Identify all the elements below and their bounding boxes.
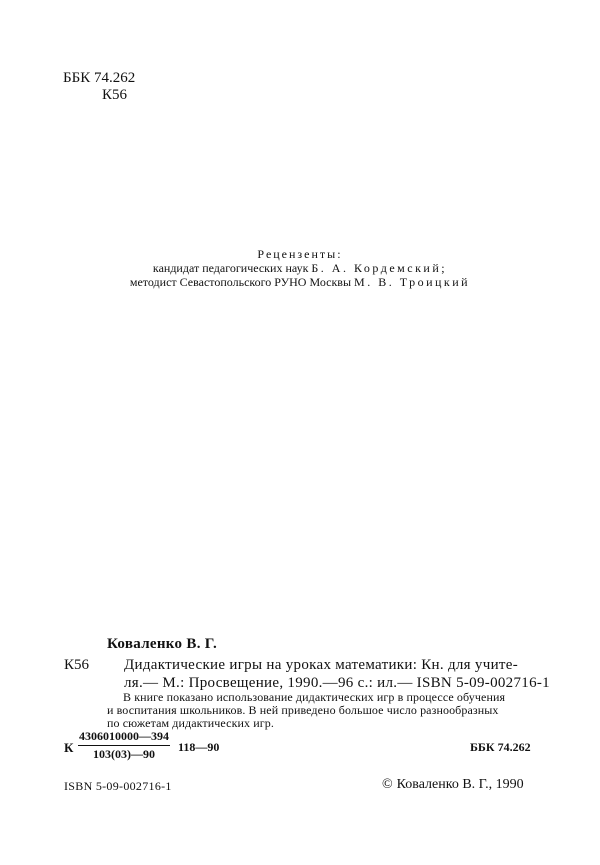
annotation-line-2: и воспитания школьников. В ней приведено большое число разнообразных <box>107 703 499 717</box>
isbn: ISBN 5-09-002716-1 <box>64 779 172 793</box>
reviewer-2-role: методист Севастопольского РУНО Москвы <box>129 275 355 289</box>
reviewer-1 <box>0 261 600 275</box>
reviewer-2-name: М. В. Троицкий <box>354 275 471 289</box>
formula-fraction <box>78 729 170 762</box>
description-line-2: ля.— М.: Просвещение, 1990.—96 с.: ил.— ISBN 5-09-002716-1 <box>124 675 550 691</box>
reviewer-1-name: Б. А. Кордемский; <box>311 261 448 275</box>
reviewers-block <box>0 247 600 289</box>
bbk-bottom: ББК 74.262 <box>470 740 531 754</box>
bbk-code: ББК 74.262 <box>63 70 136 86</box>
copyright-text: Коваленко В. Г., 1990 <box>396 777 524 792</box>
entry-annotation <box>107 691 505 730</box>
copyright-icon: © <box>382 777 393 792</box>
formula-denominator: 103(03)—90 <box>93 747 155 761</box>
reviewer-2 <box>0 275 600 289</box>
top-catalog <box>63 70 135 104</box>
author-mark: К56 <box>102 87 128 103</box>
copyright <box>382 777 524 793</box>
description-line-1: Дидактические игры на уроках математики: Кн. для учите- <box>124 657 519 673</box>
entry-author: Коваленко В. Г. <box>107 636 218 652</box>
formula-tail: 118—90 <box>178 740 220 754</box>
annotation-line-3: по сюжетам дидактических игр. <box>107 716 274 730</box>
formula-letter: К <box>64 740 74 755</box>
annotation-line-1: В книге показано использование дидактических игр в процессе обучения <box>123 690 506 704</box>
reviewer-1-role: кандидат педагогических наук <box>152 261 312 275</box>
reviewers-title: Рецензенты: <box>257 247 343 261</box>
formula-numerator: 4306010000—394 <box>78 729 170 746</box>
entry-catalog-code: К56 <box>64 657 90 673</box>
entry-description <box>124 656 550 692</box>
